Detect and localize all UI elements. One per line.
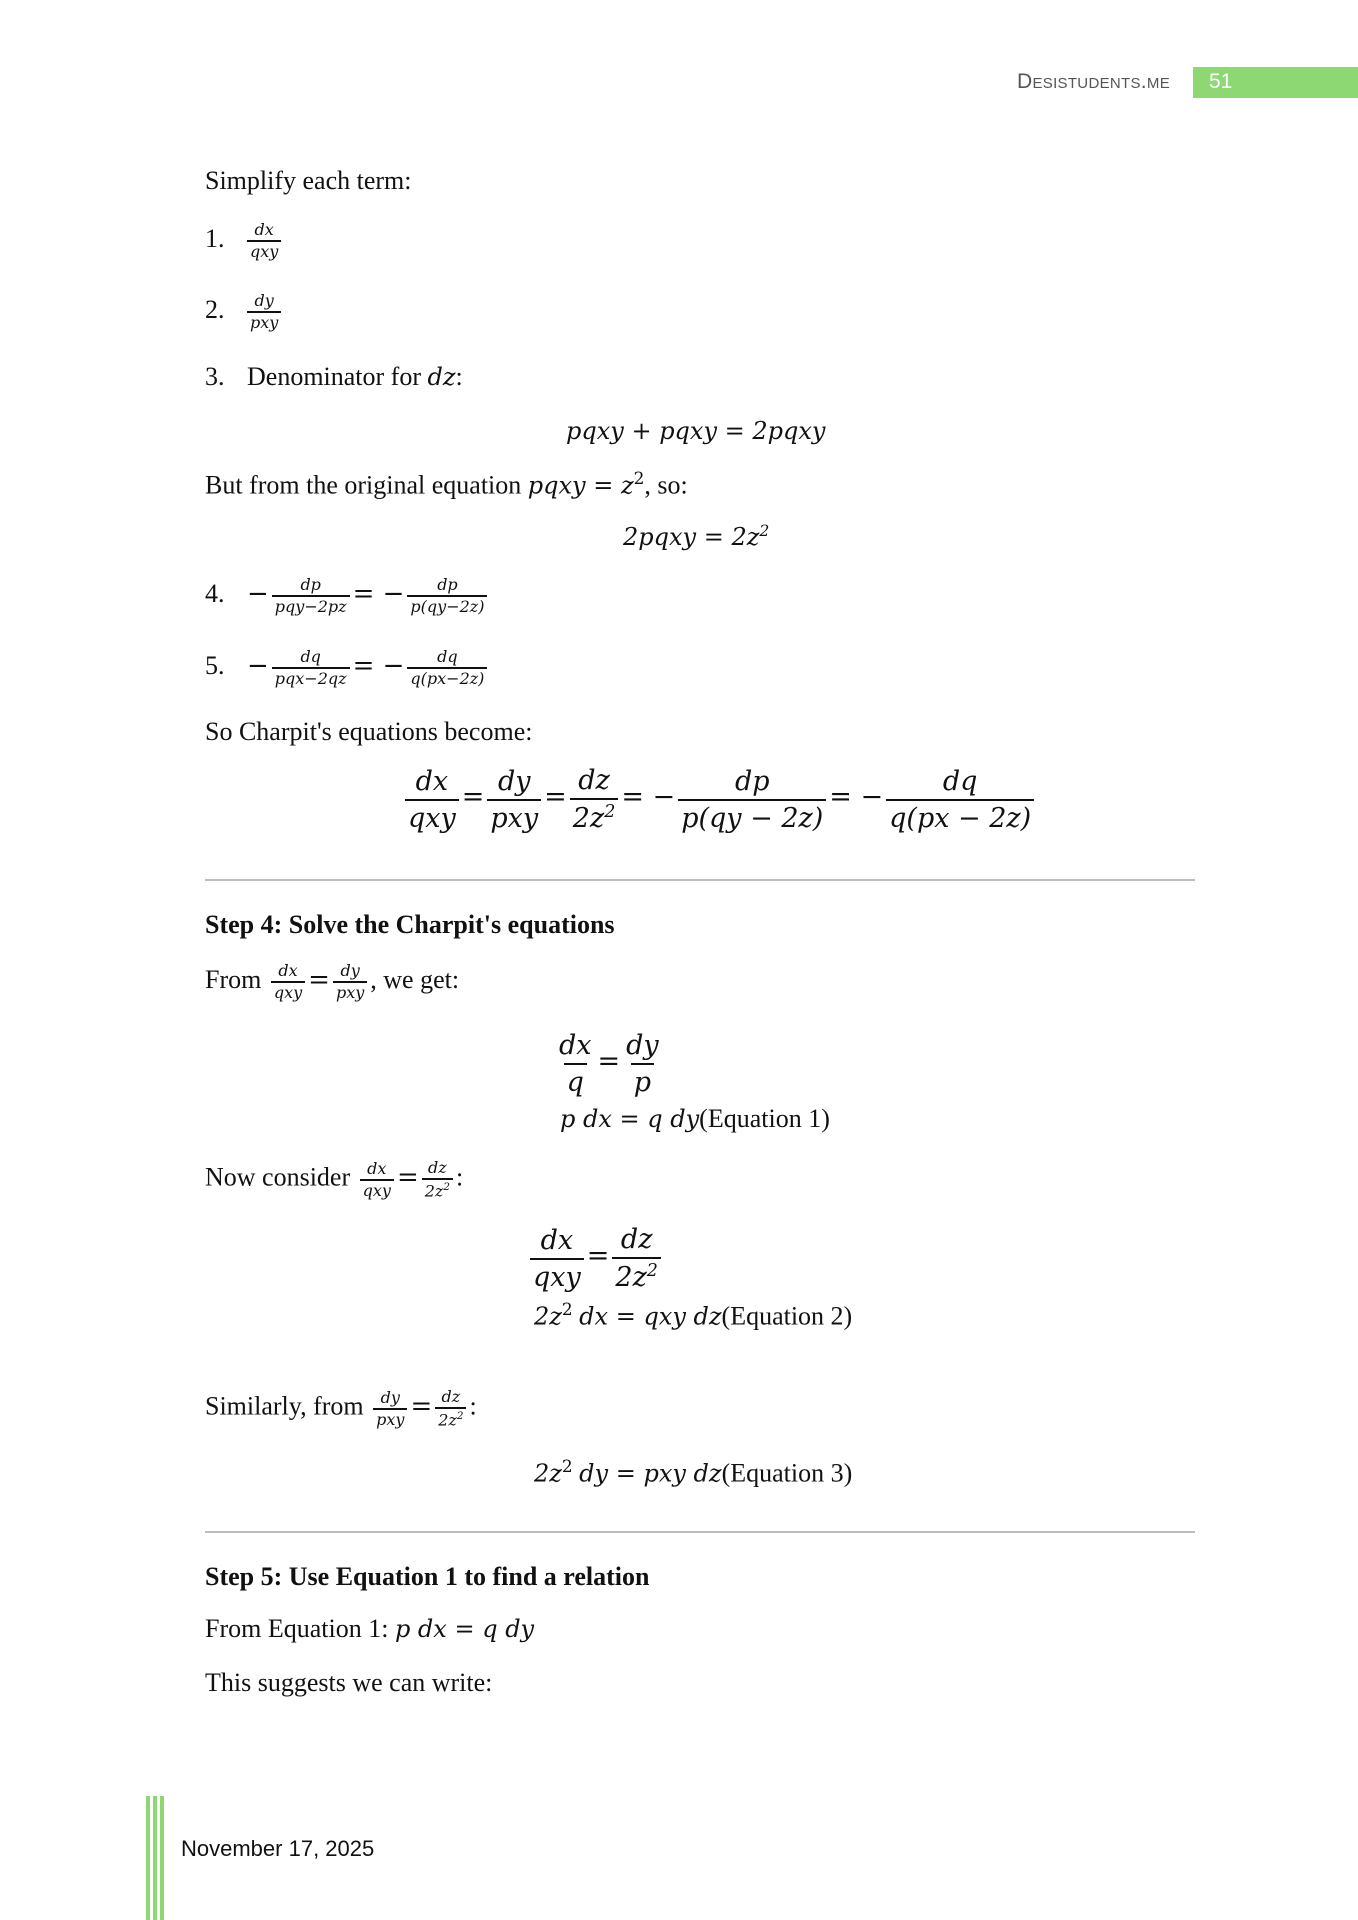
but-from-line: But from the original equation pqxy = $z^2$, so: xyxy=(205,468,688,500)
eq1-fraction: $\frac{dx}{q}$ = $\frac{dy}{p}$ xyxy=(559,1030,659,1098)
item-number: 1. xyxy=(205,223,225,253)
list-item-4: 4. − $\frac{dp}{\text{pqy−2pz}}$ = − $\frac{dp}{p(qy-2z)}$ xyxy=(205,577,490,615)
item-number: 2. xyxy=(205,294,225,324)
section-divider xyxy=(205,1531,1195,1533)
simplify-intro: Simplify each term: xyxy=(205,166,412,195)
suggests-text: This suggests we can write: xyxy=(205,1668,493,1697)
step4-heading: Step 4: Solve the Charpit's equations xyxy=(205,910,615,939)
equation-2: $2z^2$ dx = qxy dz(Equation 2) xyxy=(534,1299,853,1331)
list-item-5: 5. − $\frac{dq}{\text{pqx−2qz}}$ = − $\frac{dq}{q(px-2z)}$ xyxy=(205,649,490,687)
fraction: $\frac{dx}{\text{qxy}}$ xyxy=(247,222,281,260)
list-item-1 xyxy=(205,222,284,260)
so-charpit-text: So Charpit's equations become: xyxy=(205,717,533,746)
page-number: 51 xyxy=(1209,70,1233,93)
list-item-3: 3. Denominator for dz: xyxy=(205,362,463,391)
item-label: Denominator for xyxy=(247,362,428,391)
fraction: $\frac{dq}{\text{pqx−2qz}}$ xyxy=(272,649,350,687)
site-name: Desistudents.me xyxy=(1017,70,1171,93)
page-number-bar xyxy=(1193,67,1358,98)
fraction: $\frac{dp}{p(qy-2z)}$ xyxy=(407,577,487,615)
eq2-fraction: $\frac{dx}{\text{qxy}}$ = $\frac{dz}{2z^2}$ xyxy=(530,1224,664,1293)
footer-date: November 17, 2025 xyxy=(181,1836,375,1861)
from-eq1-line: From Equation 1: p dx = q dy xyxy=(205,1614,535,1643)
section-divider xyxy=(205,879,1195,881)
footer-accent-line xyxy=(153,1796,157,1920)
similarly-line: Similarly, from $\frac{dy}{\text{pxy}}$ = $\frac{dz}{2z^2}$ : xyxy=(205,1387,477,1430)
list-item-2 xyxy=(205,293,284,331)
item-number: 3. xyxy=(205,362,225,391)
now-consider-line: Now consider $\frac{dx}{\text{qxy}}$ = $\frac{dz}{2z^2}$ : xyxy=(205,1158,464,1201)
denominator-equation: pqxy + pqxy = 2pqxy xyxy=(566,417,826,445)
step5-heading: Step 5: Use Equation 1 to find a relation xyxy=(205,1562,650,1591)
fraction: $\frac{dq}{q(px-2z)}$ xyxy=(407,649,487,687)
fraction: $\frac{dp}{\text{pqy−2pz}}$ xyxy=(272,577,350,615)
two-pqxy-equation: 2pqxy = $2z^2$ xyxy=(623,522,770,551)
footer-accent-line xyxy=(146,1796,150,1920)
charpit-equations: $\frac{dx}{\text{qxy}}$ = $\frac{dy}{\text{pxy}}$ = $\frac{dz}{2z^2}$ = − $\frac{dp}{p(qy - 2z)}$ = − $\frac{dq}{q(px - 2z)}$ xyxy=(402,765,1037,834)
equation-3: $2z^2$ dy = pxy dz(Equation 3) xyxy=(534,1456,853,1488)
fraction: $\frac{dy}{\text{pxy}}$ xyxy=(247,293,281,331)
equation-1: p dx = q dy(Equation 1) xyxy=(560,1104,830,1133)
item-math: dz xyxy=(427,363,456,391)
footer-accent-line xyxy=(160,1796,164,1920)
step4-from-line: From $\frac{dx}{\text{qxy}}$ = $\frac{dy}{\text{pxy}}$ , we get: xyxy=(205,961,460,1002)
